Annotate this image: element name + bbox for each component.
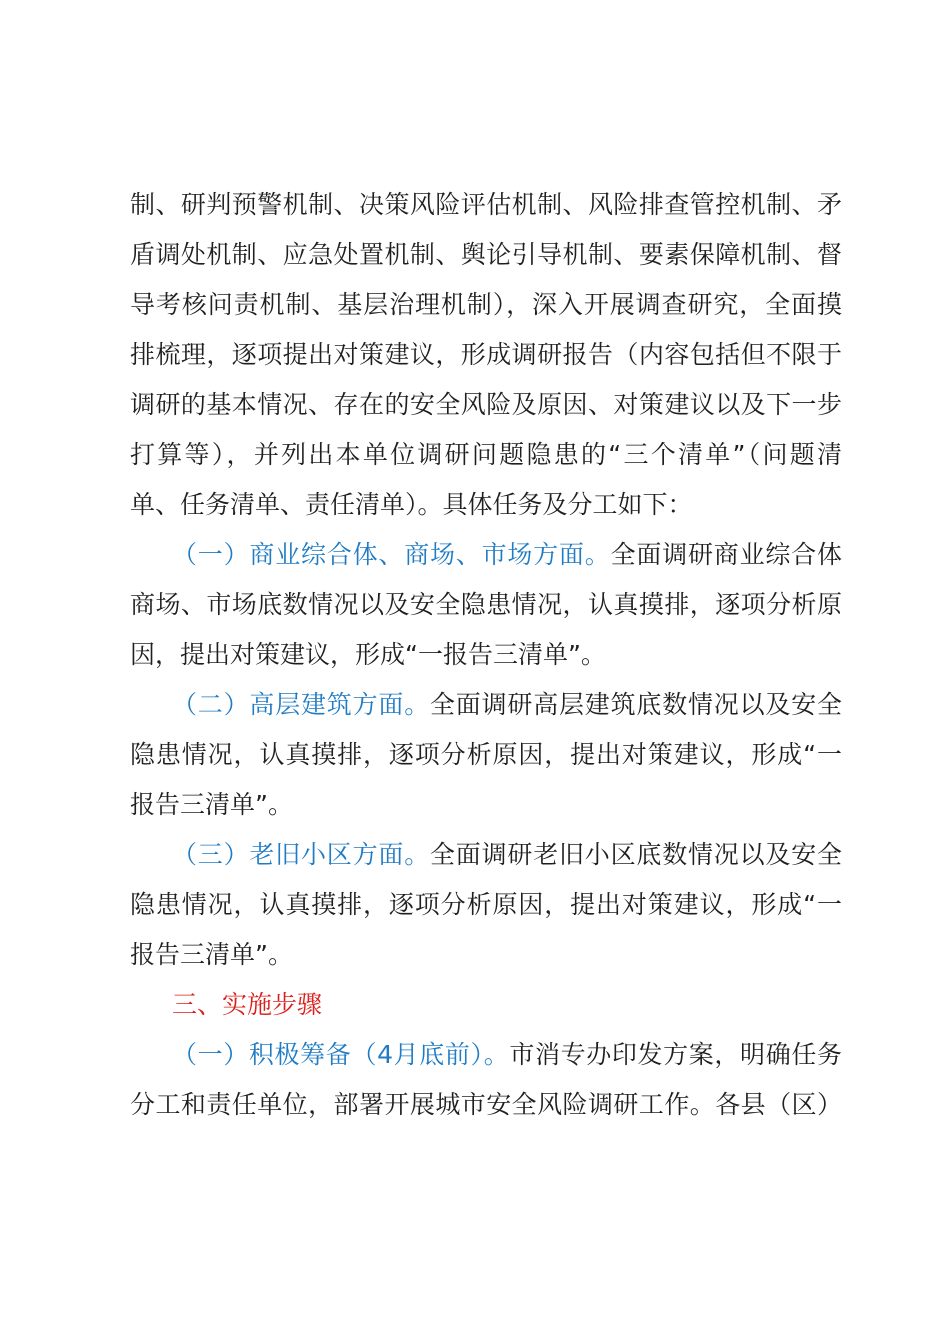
step-1-line: 分工和责任单位，部署开展城市安全风险调研工作。各县（区）: [130, 1090, 842, 1119]
body-line: 制、研判预警机制、决策风险评估机制、风险排查管控机制、矛: [130, 190, 842, 219]
body-line: 打算等），并列出本单位调研问题隐患的“三个清单”（问题清: [130, 440, 842, 469]
section-3-line: 隐患情况，认真摸排，逐项分析原因，提出对策建议，形成“一: [130, 890, 842, 919]
section-1-line: 商场、市场底数情况以及安全隐患情况，认真摸排，逐项分析原: [130, 590, 842, 619]
step-1-first-line: [172, 1038, 842, 1072]
body-line: 盾调处机制、应急处置机制、舆论引导机制、要素保障机制、督: [130, 240, 842, 269]
section-2-line: 报告三清单”。: [130, 790, 293, 819]
section-3-line: 报告三清单”。: [130, 940, 293, 969]
section-1-first-line: [172, 538, 842, 572]
step-1-heading: （一）积极筹备（4月底前）。: [172, 1040, 510, 1069]
section-3-heading: （三）老旧小区方面。: [172, 840, 430, 869]
section-2-first-line: [172, 688, 842, 722]
body-line: 单、任务清单、责任清单）。具体任务及分工如下：: [130, 490, 693, 519]
section-3-text: 全面调研老旧小区底数情况以及安全: [430, 840, 842, 869]
step-1-text: 市消专办印发方案，明确任务: [509, 1040, 842, 1069]
body-line: 调研的基本情况、存在的安全风险及原因、对策建议以及下一步: [130, 390, 842, 419]
section-1-heading: （一）商业综合体、商场、市场方面。: [172, 540, 611, 569]
section-2-line: 隐患情况，认真摸排，逐项分析原因，提出对策建议，形成“一: [130, 740, 842, 769]
section-2-heading: （二）高层建筑方面。: [172, 690, 430, 719]
body-line: 导考核问责机制、基层治理机制），深入开展调查研究，全面摸: [130, 290, 842, 319]
section-3-first-line: [172, 838, 842, 872]
body-line: 排梳理，逐项提出对策建议，形成调研报告（内容包括但不限于: [130, 340, 842, 369]
chapter-heading: 三、实施步骤: [172, 990, 323, 1019]
section-1-line: 因，提出对策建议，形成“一报告三清单”。: [130, 640, 606, 669]
section-2-text: 全面调研高层建筑底数情况以及安全: [430, 690, 842, 719]
section-1-text: 全面调研商业综合体: [610, 540, 842, 569]
